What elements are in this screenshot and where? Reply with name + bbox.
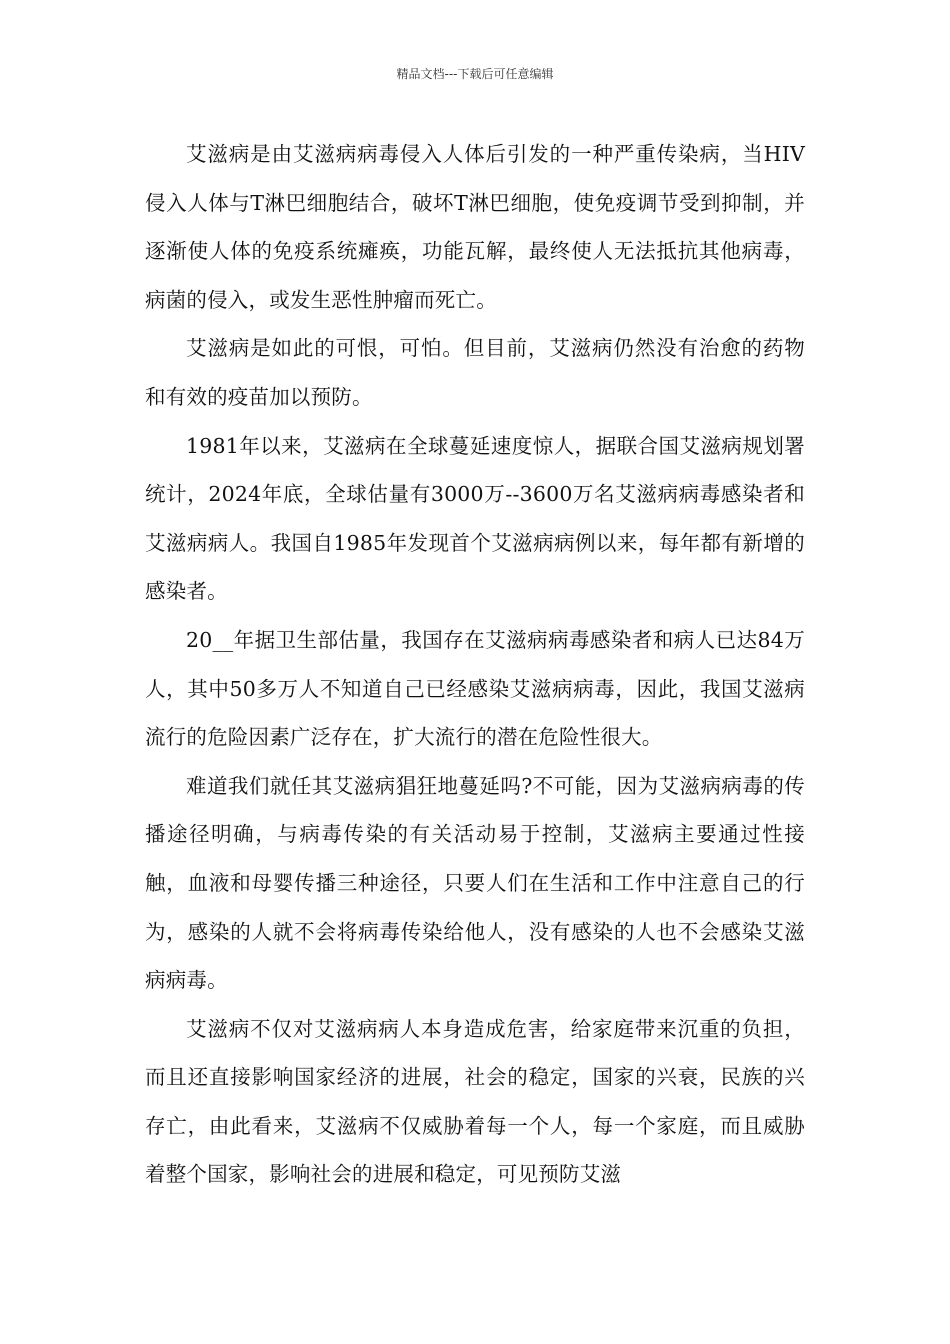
paragraph-2: 艾滋病是如此的可恨，可怕。但目前，艾滋病仍然没有治愈的药物和有效的疫苗加以预防。 — [145, 336, 805, 409]
document-body — [145, 130, 805, 1199]
paragraph-3: 1981年以来，艾滋病在全球蔓延速度惊人，据联合国艾滋病规划署统计，2024年底，全球估量有3000万--3600万名艾滋病病毒感染者和艾滋病病人。我国自1985年发现首个艾滋病病例以来，每年都有新增的感染者。 — [145, 433, 805, 604]
paragraph-1: 艾滋病是由艾滋病病毒侵入人体后引发的一种严重传染病，当HIV侵入人体与T淋巴细胞结合，破坏T淋巴细胞，使免疫调节受到抑制，并逐渐使人体的免疫系统瘫痪，功能瓦解，最终使人无法抵抗其他病毒，病菌的侵入，或发生恶性肿瘤而死亡。 — [145, 142, 805, 312]
paragraph-5: 难道我们就任其艾滋病猖狂地蔓延吗?不可能，因为艾滋病病毒的传播途径明确，与病毒传染的有关活动易于控制，艾滋病主要通过性接触，血液和母婴传播三种途径，只要人们在生活和工作中注意自己的行为，感染的人就不会将病毒传染给他人，没有感染的人也不会感染艾滋病病毒。 — [145, 773, 805, 993]
paragraph-6: 艾滋病不仅对艾滋病病人本身造成危害，给家庭带来沉重的负担，而且还直接影响国家经济的进展，社会的稳定，国家的兴衰，民族的兴存亡，由此看来，艾滋病不仅威胁着每一个人，每一个家庭，而且威胁着整个国家，影响社会的进展和稳定，可见预防艾滋 — [145, 1016, 805, 1187]
paragraph-4: 20__年据卫生部估量，我国存在艾滋病病毒感染者和病人已达84万人，其中50多万人不知道自己已经感染艾滋病病毒，因此，我国艾滋病流行的危险因素广泛存在，扩大流行的潜在危险性很大。 — [145, 627, 805, 750]
page-header: 精品文档---下载后可任意编辑 — [396, 67, 554, 81]
